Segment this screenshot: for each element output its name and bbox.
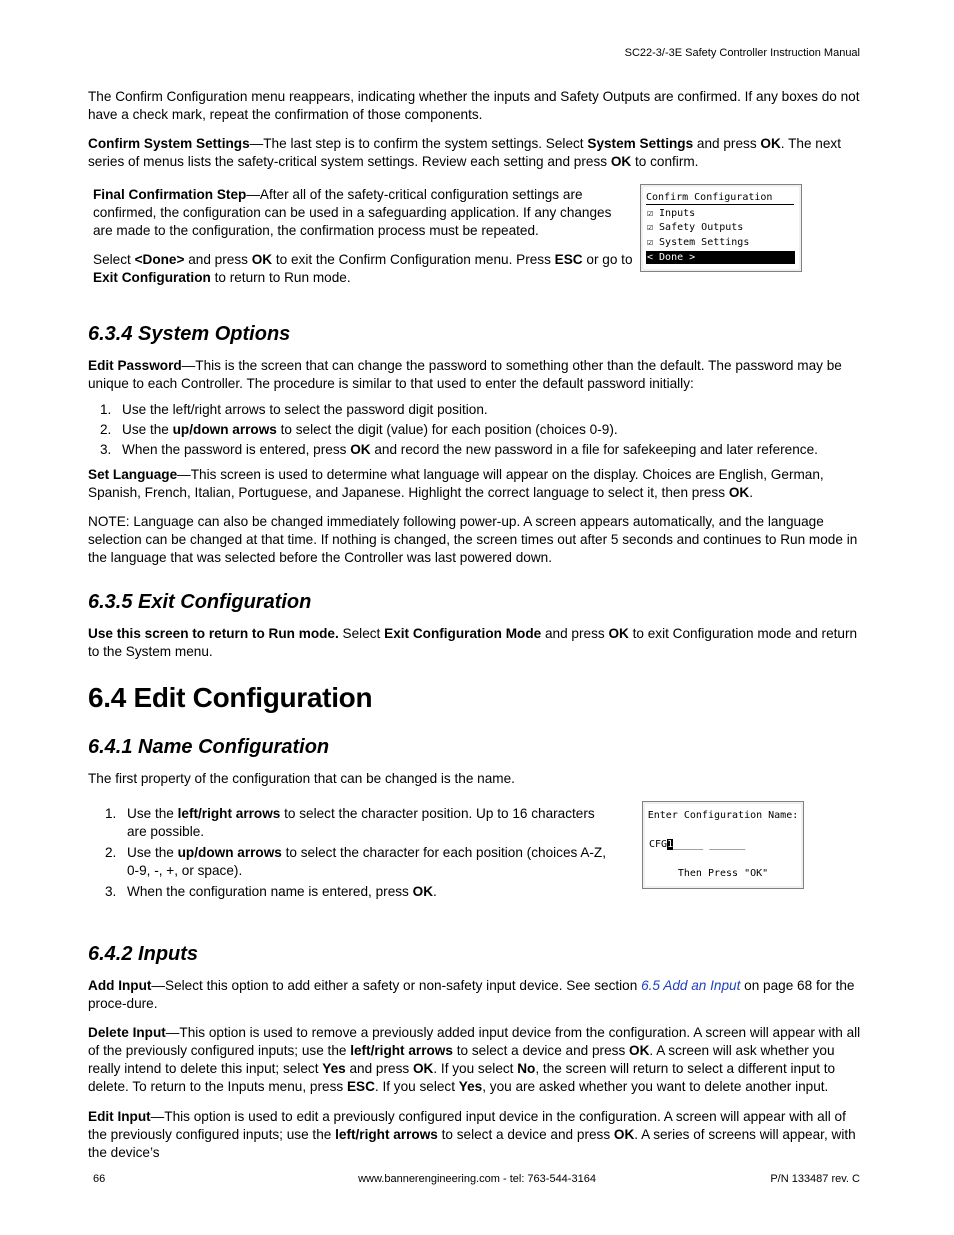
lcd-item-safety-outputs: ☑ Safety Outputs bbox=[647, 222, 744, 233]
name-config-intro: The first property of the configuration that can be changed is the name. bbox=[88, 771, 515, 786]
footer-contact: www.bannerengineering.com - tel: 763-544-3164 bbox=[358, 1173, 596, 1185]
exit-configuration-paragraph: Use this screen to return to Run mode. Select Exit Configuration Mode and press OK to exit Configuration mode and return to the System menu. bbox=[88, 626, 858, 659]
section-heading-6-3-5: 6.3.5 Exit Configuration bbox=[88, 591, 312, 613]
add-input-paragraph: Add Input—Select this option to add either a safety or non-safety input device. See section 6.5 Add an Input on page 68 for the proce-dure. bbox=[88, 978, 855, 1011]
list-item: 1. Use the left/right arrows to select the password digit position. bbox=[100, 402, 488, 417]
delete-input-paragraph: Delete Input—This option is used to remove a previously added input device from the configuration. A screen will appear with all of the previously configured inputs; use the left/right arrows to select a device and press OK. A screen will ask whether you really intend to delete this input; select Yes and press OK. If you select No, the screen will return to select a different input to delete. To return to the Inputs menu, press ESC. If you select Yes, you are asked whether you want to delete another input. bbox=[88, 1025, 861, 1094]
final-confirmation-paragraph: Final Confirmation Step—After all of the safety-critical configuration settings are confirmed, the configuration can be used in a safeguarding application. If any changes are made to the configuration, the confirmation process must be repeated. bbox=[93, 187, 612, 238]
name-steps-list bbox=[93, 805, 611, 901]
list-item: 3. When the password is entered, press OK and record the new password in a file for safekeeping and later reference. bbox=[100, 442, 818, 457]
section-heading-6-4: 6.4 Edit Configuration bbox=[88, 682, 373, 713]
section-link-add-input[interactable]: 6.5 Add an Input bbox=[641, 978, 741, 993]
lcd-title: Confirm Configuration bbox=[646, 191, 794, 205]
confirm-configuration-lcd bbox=[640, 184, 802, 272]
set-language-paragraph: Set Language—This screen is used to determine what language will appear on the display. Choices are English, German, Spanish, French, Italian, Portuguese, and Japanese. Highlight the correct language to select it, then press OK. bbox=[88, 467, 824, 500]
confirm-system-settings-paragraph: Confirm System Settings—The last step is to confirm the system settings. Select System Settings and press OK. The next series of menus lists the safety-critical system settings. Review each setting and press OK to confirm. bbox=[88, 136, 841, 169]
lcd-cursor: 1 bbox=[667, 839, 674, 850]
edit-password-paragraph: Edit Password—This is the screen that can change the password to something other than the default. The password may be unique to each Controller. The procedure is similar to that used to enter the default password initially: bbox=[88, 358, 842, 391]
lcd-footer: Then Press "OK" bbox=[677, 868, 769, 879]
footer-part-number: P/N 133487 rev. C bbox=[770, 1173, 860, 1185]
list-item: 2. Use the up/down arrows to select the character for each position (choices A-Z, 0-9, -, +, or space). bbox=[105, 845, 606, 878]
password-steps-list bbox=[88, 401, 866, 459]
section-heading-6-4-2: 6.4.2 Inputs bbox=[88, 943, 199, 965]
select-done-paragraph: Select <Done> and press OK to exit the Confirm Configuration menu. Press ESC or go to Exit Configuration to return to Run mode. bbox=[93, 252, 633, 285]
lcd-name-entry: CFG1_____ ______ bbox=[649, 839, 746, 850]
list-item: 1. Use the left/right arrows to select the character position. Up to 16 characters are possible. bbox=[105, 806, 595, 839]
page-number: 66 bbox=[93, 1173, 106, 1185]
list-item: 2. Use the up/down arrows to select the digit (value) for each position (choices 0-9). bbox=[100, 422, 618, 437]
lcd-item-inputs: ☑ Inputs bbox=[647, 208, 696, 219]
lcd-item-done-selected: < Done > bbox=[646, 251, 795, 264]
lcd-title: Enter Configuration Name: bbox=[647, 810, 799, 821]
enter-name-lcd bbox=[642, 801, 804, 889]
term: Confirm System Settings bbox=[88, 136, 250, 151]
language-note-paragraph: NOTE: Language can also be changed immediately following power-up. A screen appears automatically, and the language selection can be changed at that time. If nothing is changed, the screen times out after 5 seconds and continues to Run mode in the language that was selected before the Controller was last powered down. bbox=[88, 514, 858, 565]
lcd-item-system-settings: ☑ System Settings bbox=[647, 237, 750, 248]
running-header: SC22-3/-3E Safety Controller Instruction Manual bbox=[624, 47, 860, 59]
edit-input-paragraph: Edit Input—This option is used to edit a previously configured input device in the configuration. A screen will appear with all of the previously configured inputs; use the left/right arrows to select a device and press OK. A series of screens will appear, with the device’s bbox=[88, 1109, 856, 1160]
section-heading-6-4-1: 6.4.1 Name Configuration bbox=[88, 736, 330, 758]
list-item: 3. When the configuration name is entered, press OK. bbox=[105, 884, 437, 899]
section-heading-6-3-4: 6.3.4 System Options bbox=[88, 323, 291, 345]
confirm-intro-paragraph: The Confirm Configuration menu reappears, indicating whether the inputs and Safety Outputs are confirmed. If any boxes do not have a check mark, repeat the confirmation of those components. bbox=[88, 89, 860, 122]
